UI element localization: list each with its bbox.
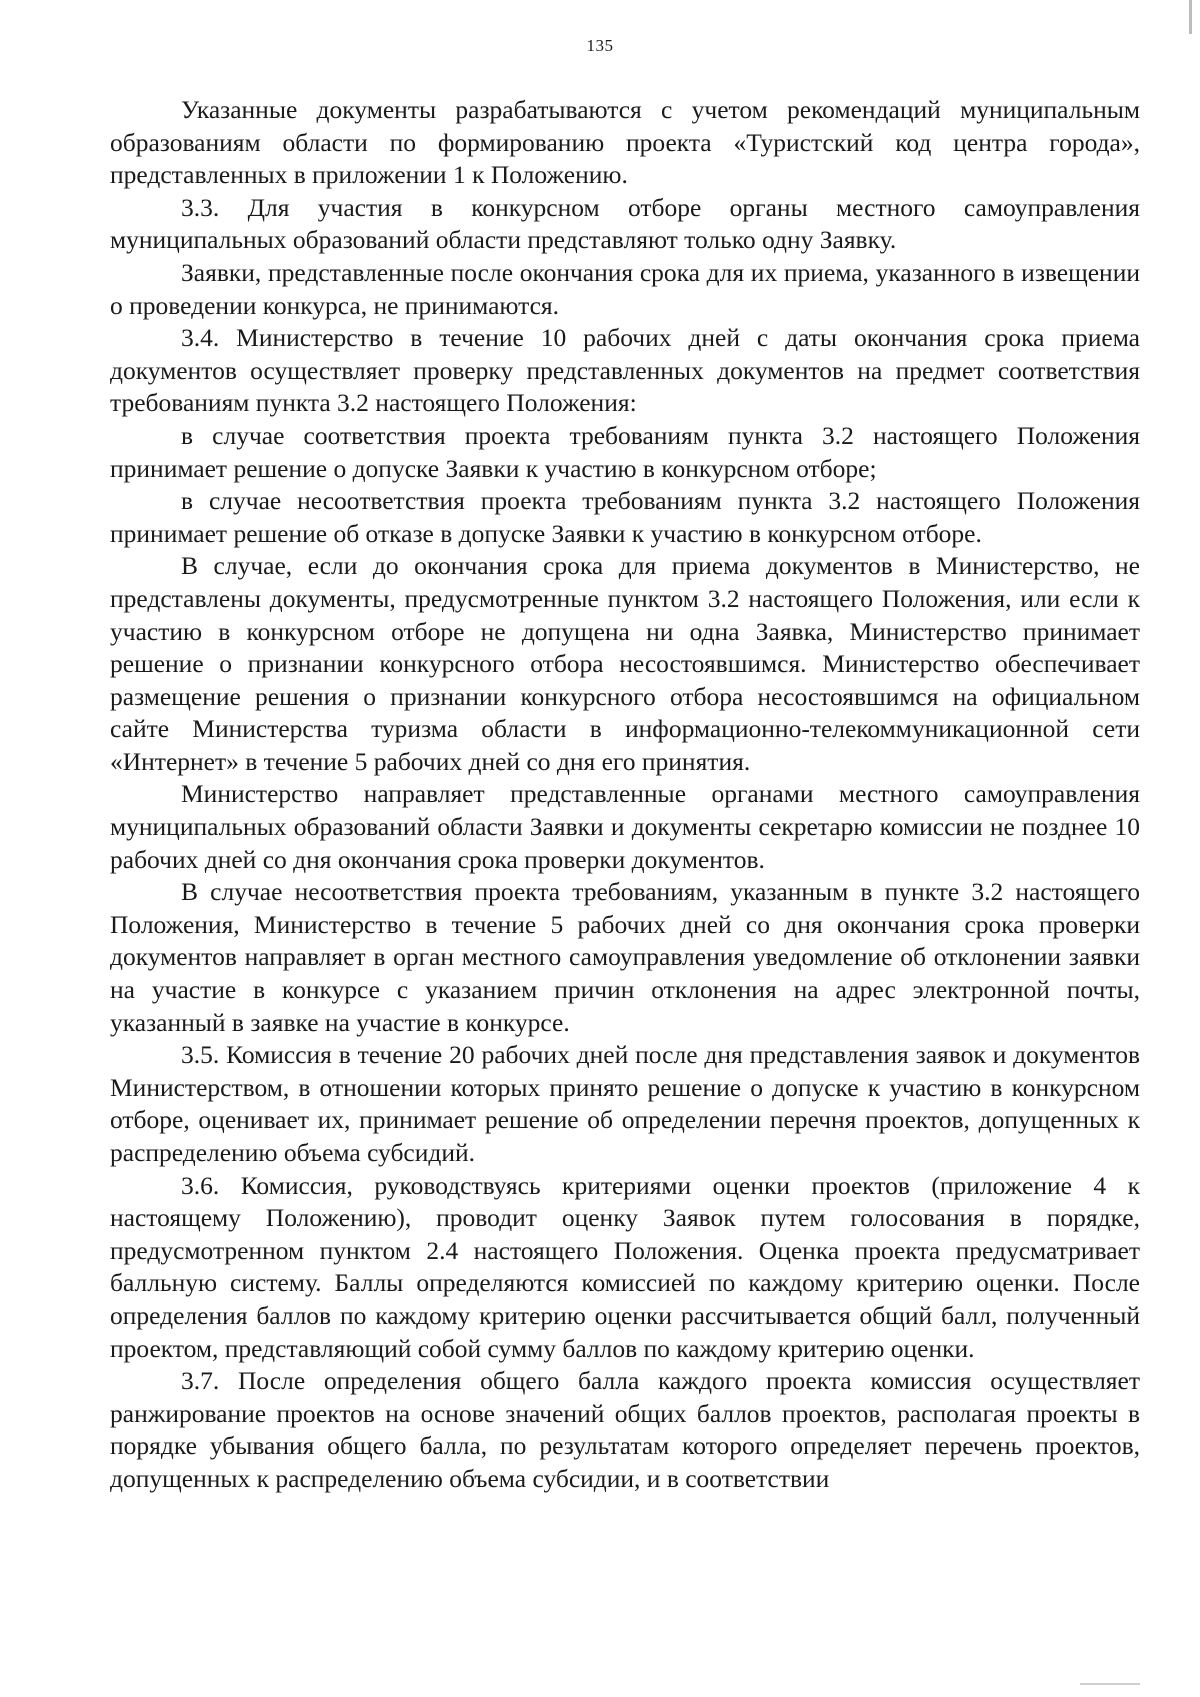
paragraph: в случае соответствия проекта требованиям пункта 3.2 настоящего Положения принимает решение о допуске Заявки к участию в конкурсном отборе;	[110, 420, 1140, 483]
page-number: 135	[586, 36, 614, 55]
paragraph: 3.5. Комиссия в течение 20 рабочих дней после дня представления заявок и документов Министерством, в отношении которых принято решение о допуске к участию в конкурсном отборе, оценивает их, принимает решение об определении перечня проектов, допущенных к распределению объема субсидий.	[110, 1040, 1140, 1167]
paragraph: В случае, если до окончания срока для приема документов в Министерство, не представлены документы, предусмотренные пунктом 3.2 настоящего Положения, или если к участию в конкурсном отборе не допущена ни одна Заявка, Министерство принимает решение о признании конкурсного отбора несостоявшимся. Министерство обеспечивает размещение решения о признании конкурсного отбора несостоявшимся на официальном сайте Министерства туризма области в информационно-телекоммуникационной сети «Интернет» в течение 5 рабочих дней со дня его принятия.	[110, 551, 1140, 776]
scan-edge-mark	[1189, 0, 1192, 34]
paragraph: в случае несоответствия проекта требованиям пункта 3.2 настоящего Положения принимает решение об отказе в допуске Заявки к участию в конкурсном отборе.	[110, 486, 1140, 548]
paragraph: 3.7. После определения общего балла каждого проекта комиссия осуществляет ранжирование проектов на основе значений общих баллов проектов, располагая проекты в порядке убывания общего балла, по результатам которого определяет перечень проектов, допущенных к распределению объема субсидии, и в соответствии	[110, 1366, 1140, 1493]
scan-edge-mark	[1080, 1683, 1140, 1685]
document-body	[110, 94, 1140, 1496]
paragraph: 3.6. Комиссия, руководствуясь критериями оценки проектов (приложение 4 к настоящему Положению), проводит оценку Заявок путем голосования в порядке, предусмотренном пунктом 2.4 настоящего Положения. Оценка проекта предусматривает балльную систему. Баллы определяются комиссией по каждому критерию оценки. После определения баллов по каждому критерию оценки рассчитывается общий балл, полученный проектом, представляющий собой сумму баллов по каждому критерию оценки.	[110, 1170, 1140, 1363]
paragraph: 3.4. Министерство в течение 10 рабочих дней с даты окончания срока приема документов осуществляет проверку представленных документов на предмет соответствия требованиям пункта 3.2 настоящего Положения:	[110, 323, 1140, 418]
paragraph: Министерство направляет представленные органами местного самоуправления муниципальных образований области Заявки и документы секретарю комиссии не позднее 10 рабочих дней со дня окончания срока проверки документов.	[110, 779, 1140, 874]
paragraph: В случае несоответствия проекта требованиям, указанным в пункте 3.2 настоящего Положения, Министерство в течение 5 рабочих дней со дня окончания срока проверки документов направляет в орган местного самоуправления уведомление об отклонении заявки на участие в конкурсе с указанием причин отклонения на адрес электронной почты, указанный в заявке на участие в конкурсе.	[110, 877, 1140, 1037]
paragraph: 3.3. Для участия в конкурсном отборе органы местного самоуправления муниципальных образований области представляют только одну Заявку.	[110, 192, 1140, 255]
paragraph: Указанные документы разрабатываются с учетом рекомендаций муниципальным образованиям области по формированию проекта «Туристский код центра города», представленных в приложении 1 к Положению.	[110, 95, 1140, 190]
paragraph: Заявки, представленные после окончания срока для их приема, указанного в извещении о проведении конкурса, не принимаются.	[110, 257, 1140, 320]
